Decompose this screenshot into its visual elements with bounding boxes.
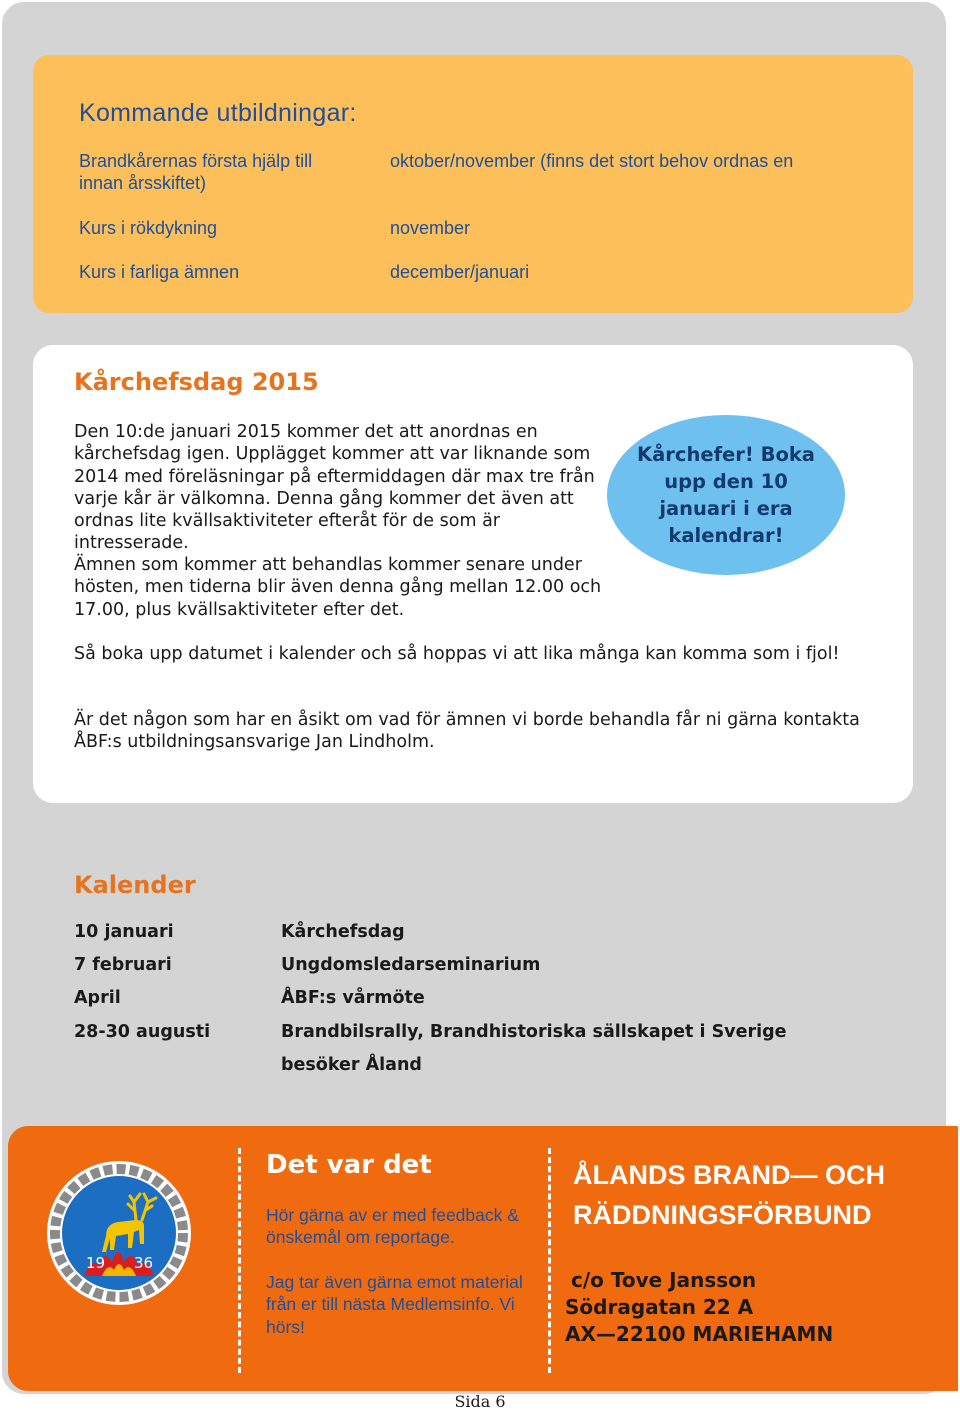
reminder-bubble [607, 415, 845, 575]
course-date: december/januari [390, 262, 530, 282]
karchefsdag-paragraph: Ämnen som kommer att behandlas kommer senare under hösten, men tiderna blir även denna gång mellan 12.00 och 17.00, plus kvällsaktiviteter efter det. [74, 555, 602, 620]
course-date: oktober/november (finns det stort behov ordnas en [390, 151, 794, 171]
calendar-event: Ungdomsledarseminarium [281, 955, 541, 975]
address-line: Södragatan 22 A [565, 1295, 754, 1319]
calendar-date: 10 januari [74, 922, 174, 942]
upcoming-courses-box [33, 55, 913, 313]
course-name: Kurs i rökdykning [79, 218, 218, 238]
course-name: Brandkårernas första hjälp till innan årsskiftet) [79, 151, 313, 193]
address-line: AX—22100 MARIEHAMN [565, 1322, 834, 1346]
deer-flames-chain-emblem-icon [44, 1158, 194, 1308]
calendar-date: 7 februari [74, 955, 172, 975]
calendar-event: ÅBF:s vårmöte [281, 988, 425, 1008]
calendar-event: Kårchefsdag [281, 922, 405, 942]
calendar-event-continued: besöker Åland [281, 1055, 422, 1075]
footer-divider [548, 1148, 551, 1373]
karchefsdag-paragraph: Så boka upp datumet i kalender och så hoppas vi att lika många kan komma som i fjol! [74, 644, 840, 664]
upcoming-courses-title: Kommande utbildningar: [79, 99, 357, 127]
logo-year-right: 36 [134, 1254, 154, 1272]
karchefsdag-paragraph: Är det någon som har en åsikt om vad för ämnen vi borde behandla får ni gärna kontakta ÅBF:s utbildningsansvarige Jan Lindholm. [74, 710, 860, 753]
organization-name: ÅLANDS BRAND— OCH RÄDDNINGSFÖRBUND [573, 1160, 885, 1230]
course-name: Kurs i farliga ämnen [79, 262, 240, 282]
logo-year-left: 19 [86, 1254, 106, 1272]
kalender-title: Kalender [74, 871, 196, 899]
reminder-bubble-text: Kårchefer! Boka upp den 10 januari i era kalendrar! [637, 443, 815, 547]
calendar-date: April [74, 988, 121, 1008]
karchefsdag-paragraph: Den 10:de januari 2015 kommer det att anordnas en kårchefsdag igen. Upplägget kommer att var liknande som 2014 med föreläsningar på eftermiddagen där max tre från varje kår är välkomna. Denna gång kommer det även att ordnas lite kvällsaktiviteter efteråt för de som är intresserade. [74, 422, 595, 554]
footer-text: Hör gärna av er med feedback & önskemål om reportage. [266, 1205, 519, 1248]
footer-divider [238, 1148, 241, 1373]
course-date: november [390, 218, 471, 238]
page-number: Sida 6 [454, 1392, 506, 1411]
calendar-date: 28-30 augusti [74, 1022, 211, 1042]
karchefsdag-title: Kårchefsdag 2015 [74, 368, 319, 396]
footer-text: Jag tar även gärna emot material från er till nästa Medlemsinfo. Vi hörs! [266, 1272, 523, 1337]
address-line: c/o Tove Jansson [571, 1268, 757, 1292]
calendar-event: Brandbilsrally, Brandhistoriska sällskapet i Sverige [281, 1022, 787, 1042]
footer-heading: Det var det [266, 1150, 432, 1180]
